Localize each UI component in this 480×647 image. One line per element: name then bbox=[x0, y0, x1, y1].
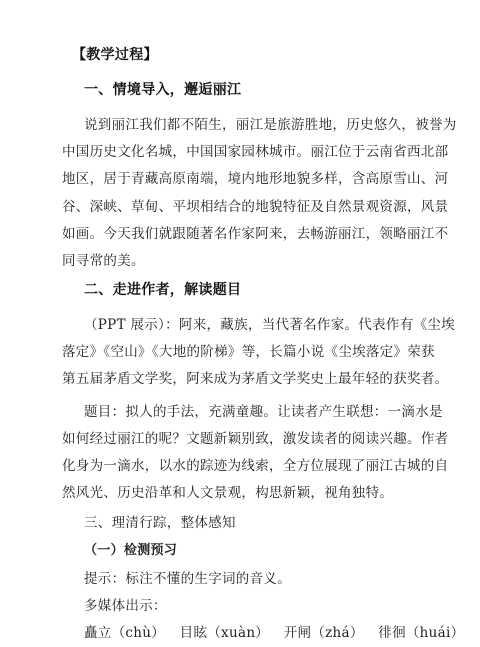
part2-para1-line: （PPT 展示）：阿来，藏族，当代著名作家。代表作有《尘埃 bbox=[84, 317, 455, 333]
section-header: 【教学过程】 bbox=[72, 47, 158, 63]
vocab-item: 徘徊（huái） bbox=[378, 625, 465, 641]
part1-line: 同寻常的美。 bbox=[62, 253, 145, 269]
part1-line: 谷、深峡、草甸、平坝相结合的地貌特征及自然景观资源，风景 bbox=[62, 199, 449, 215]
part2-heading: 二、走进作者，解读题目 bbox=[84, 282, 242, 298]
part3-subheading: （一）检测预习 bbox=[84, 543, 178, 558]
part2-para1-line: 第五届茅盾文学奖，阿来成为茅盾文学奖史上最年轻的获奖者。 bbox=[62, 371, 449, 387]
part3-media: 多媒体出示： bbox=[84, 598, 167, 614]
part2-para2-line: 化身为一滴水，以水的踪迹为线索，全方位展现了丽江古城的自 bbox=[62, 458, 449, 474]
vocab-item: 开闸（zhá） bbox=[283, 625, 364, 641]
part2-para2-line: 然风光、历史沿革和人文景观，构思新颖，视角独特。 bbox=[62, 485, 394, 501]
part1-line: 说到丽江我们都不陌生，丽江是旅游胜地，历史悠久，被誉为 bbox=[84, 117, 457, 133]
part1-heading: 一、情境导入，邂逅丽江 bbox=[84, 82, 242, 98]
part2-para2-line: 如何经过丽江的呢？文题新颖别致，激发读者的阅读兴趣。作者 bbox=[62, 431, 449, 447]
part1-line: 中国历史文化名城，中国国家园林城市。丽江位于云南省西北部 bbox=[62, 144, 449, 160]
vocab-item: 目眩（xuàn） bbox=[179, 625, 270, 641]
part3-heading: 三、理清行踪，整体感知 bbox=[84, 515, 236, 531]
vocab-item: 矗立（chù） bbox=[84, 625, 166, 641]
vocab-row bbox=[84, 624, 465, 642]
part3-hint: 提示：标注不懂的生字词的音义。 bbox=[84, 571, 291, 587]
part1-line: 如画。今天我们就跟随著名作家阿来，去畅游丽江，领略丽江不 bbox=[62, 226, 449, 242]
part1-line: 地区，居于青藏高原南端，境内地形地貌多样，含高原雪山、河 bbox=[62, 171, 449, 187]
part2-para2-line: 题目：拟人的手法，充满童趣。让读者产生联想：一滴水是 bbox=[84, 404, 443, 420]
part2-para1-line: 落定》《空山》《大地的阶梯》等，长篇小说《尘埃落定》荣获 bbox=[62, 344, 435, 360]
